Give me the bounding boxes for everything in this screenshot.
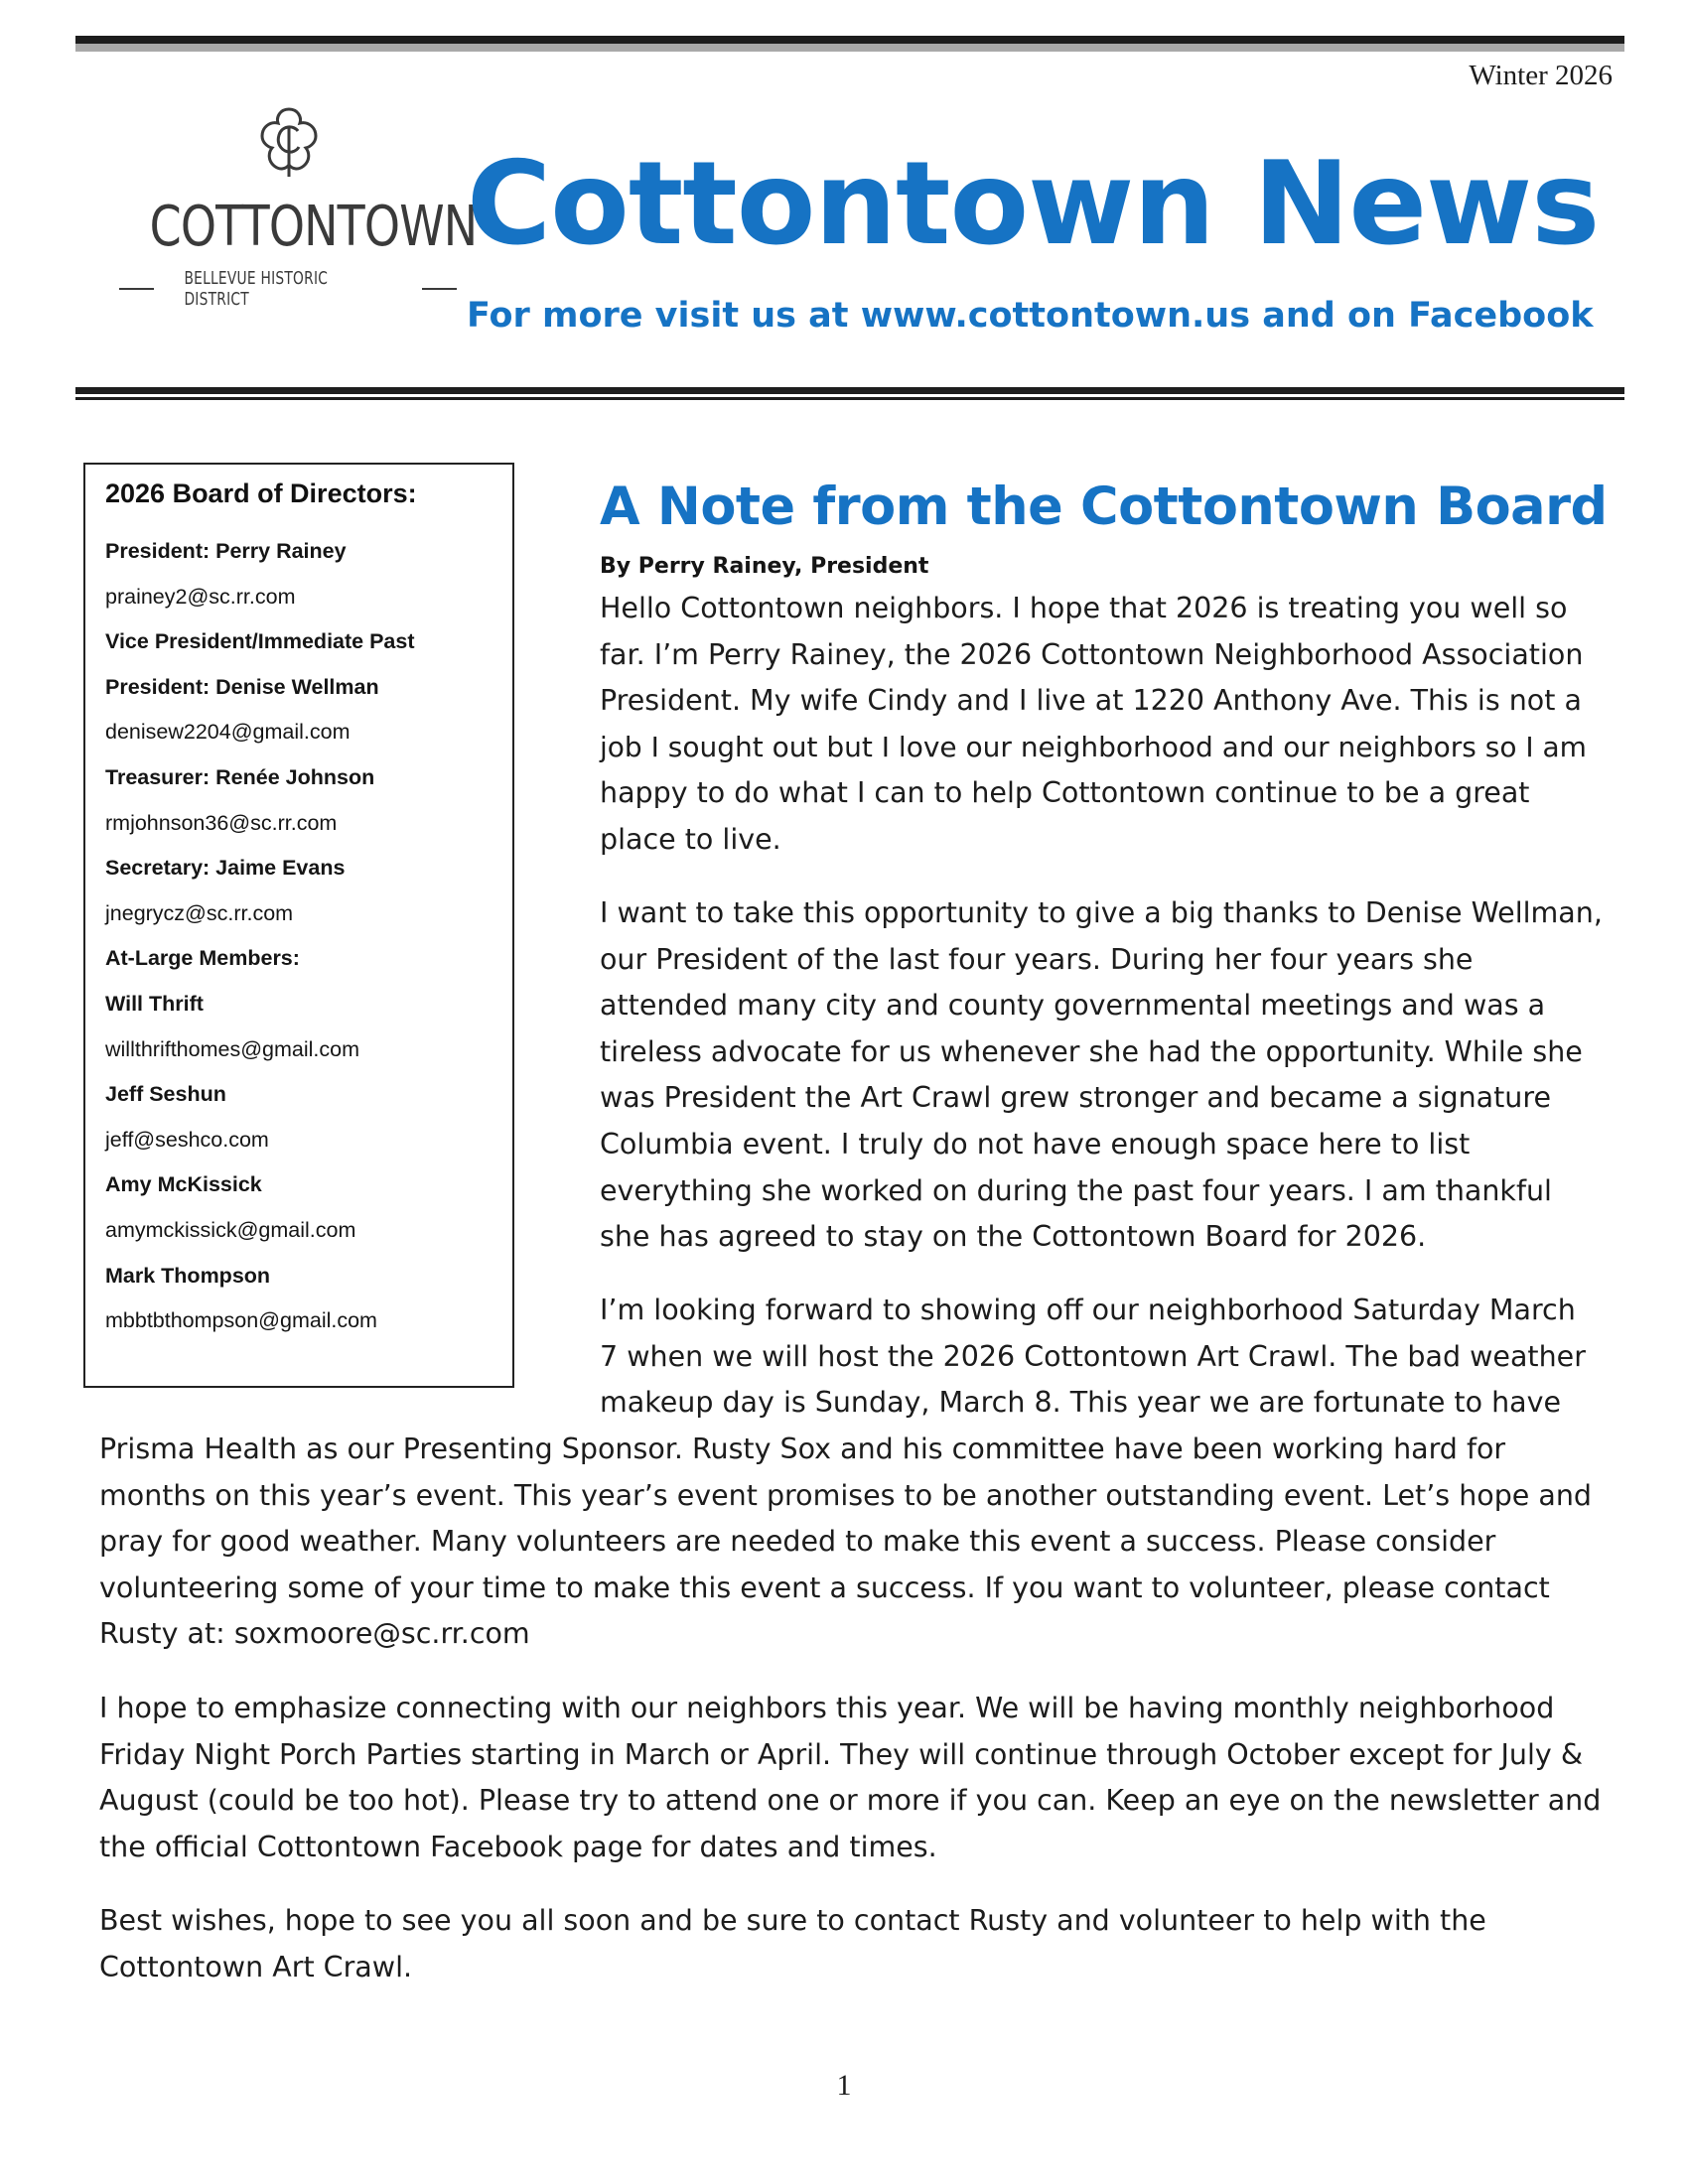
text-line: far. I’m Perry Rainey, the 2026 Cottontown Neighborhood Association	[600, 637, 1584, 671]
board-line: Secretary: Jaime Evans	[105, 856, 346, 881]
masthead-tagline: For more visit us at www.cottontown.us and on Facebook	[467, 296, 1594, 336]
edition-label: Winter 2026	[1469, 60, 1613, 91]
board-of-directors-box	[83, 463, 514, 1388]
text-line: place to live.	[600, 822, 781, 856]
board-line: Mark Thompson	[105, 1263, 271, 1288]
text-line: President. My wife Cindy and I live at 1220 Anthony Ave. This is not a	[600, 684, 1582, 718]
logo-subtitle-row	[119, 268, 457, 310]
board-line: Vice President/Immediate Past	[105, 629, 415, 654]
paragraph-4	[99, 1686, 1609, 1870]
article-byline: By Perry Rainey, President	[600, 554, 929, 579]
text-line: Cottontown Art Crawl.	[99, 1950, 413, 1983]
masthead-title: Cottontown News	[467, 137, 1600, 271]
text-line: 7 when we will host the 2026 Cottontown Art Crawl. The bad weather	[600, 1339, 1586, 1373]
text-line: I want to take this opportunity to give a big thanks to Denise Wellman,	[600, 896, 1603, 929]
paragraph-3-column	[600, 1288, 1593, 1427]
text-line: August (could be too hot). Please try to attend one or more if you can. Keep an eye on the newsletter and	[99, 1784, 1602, 1818]
board-line: Amy McKissick	[105, 1172, 262, 1197]
paragraph-2	[600, 890, 1603, 1261]
logo-subtitle: BELLEVUE HISTORIC DISTRICT	[184, 268, 329, 310]
text-line: months on this year’s event. This year’s event promises to be another outstanding event. Let’s hope and	[99, 1478, 1592, 1512]
board-title: 2026 Board of Directors:	[105, 478, 417, 508]
text-line: happy to do what I can to help Cottontown continue to be a great	[600, 776, 1530, 810]
board-email: denisew2204@gmail.com	[105, 720, 351, 745]
board-email: mbbtbthompson@gmail.com	[105, 1308, 377, 1333]
text-line: Hello Cottontown neighbors. I hope that 2026 is treating you well so	[600, 592, 1568, 624]
text-line: pray for good weather. Many volunteers are needed to make this event a success. Please consider	[99, 1525, 1496, 1559]
board-line: At-Large Members:	[105, 946, 300, 971]
logo-dash-right	[422, 288, 457, 290]
top-rule-shade	[75, 44, 1624, 52]
header-rule-thick	[75, 387, 1624, 394]
board-email: amymckissick@gmail.com	[105, 1217, 356, 1242]
paragraph-1	[600, 586, 1593, 864]
board-email: prainey2@sc.rr.com	[105, 584, 296, 609]
text-line: was President the Art Crawl grew stronger and became a signature	[600, 1081, 1551, 1115]
text-line: I hope to emphasize connecting with our neighbors this year. We will be having monthly neighborhood	[99, 1692, 1555, 1724]
board-line: President: Perry Rainey	[105, 539, 347, 563]
board-email: rmjohnson36@sc.rr.com	[105, 810, 338, 835]
text-line: everything she worked on during the past four years. I am thankful	[600, 1173, 1552, 1207]
text-line: attended many city and county governmental meetings and was a	[600, 989, 1546, 1023]
text-line: I’m looking forward to showing off our neighborhood Saturday March	[600, 1294, 1576, 1326]
text-line: Rusty at: soxmoore@sc.rr.com	[99, 1617, 530, 1651]
board-email: jnegrycz@sc.rr.com	[105, 900, 294, 925]
text-line: makeup day is Sunday, March 8. This year we are fortunate to have	[600, 1386, 1562, 1420]
text-line: she has agreed to stay on the Cottontown Board for 2026.	[600, 1220, 1427, 1254]
board-email: jeff@seshco.com	[105, 1127, 269, 1152]
board-line: President: Denise Wellman	[105, 674, 379, 699]
text-line: Friday Night Porch Parties starting in March or April. They will continue through October except for July &	[99, 1737, 1584, 1771]
text-line: the official Cottontown Facebook page for dates and times.	[99, 1830, 937, 1863]
page-number: 1	[836, 2069, 852, 2102]
logo-wordmark: COTTONTOWN	[149, 195, 478, 259]
board-email: willthrifthomes@gmail.com	[105, 1036, 359, 1061]
text-line: volunteering some of your time to make this event a success. If you want to volunteer, please contact	[99, 1570, 1550, 1604]
board-line: Jeff Seshun	[105, 1082, 226, 1107]
header-rule-thin	[75, 397, 1624, 400]
logo-dash-left	[119, 288, 154, 290]
text-line: job I sought out but I love our neighborhood and our neighbors so I am	[600, 730, 1587, 763]
text-line: our President of the last four years. During her four years she	[600, 942, 1474, 976]
cottontown-logo	[119, 103, 478, 310]
text-line: Prisma Health as our Presenting Sponsor. Rusty Sox and his committee have been working hard for	[99, 1433, 1506, 1465]
paragraph-5	[99, 1898, 1609, 1990]
top-rule	[75, 36, 1624, 44]
paragraph-3-full	[99, 1427, 1609, 1658]
board-line: Will Thrift	[105, 991, 204, 1016]
text-line: Columbia event. I truly do not have enough space here to list	[600, 1127, 1471, 1160]
cotton-boll-icon	[250, 103, 328, 181]
text-line: tireless advocate for us whenever she had the opportunity. While she	[600, 1034, 1583, 1068]
article-headline: A Note from the Cottontown Board	[600, 477, 1608, 537]
board-line: Treasurer: Renée Johnson	[105, 764, 375, 789]
text-line: Best wishes, hope to see you all soon and be sure to contact Rusty and volunteer to help with the	[99, 1904, 1486, 1937]
